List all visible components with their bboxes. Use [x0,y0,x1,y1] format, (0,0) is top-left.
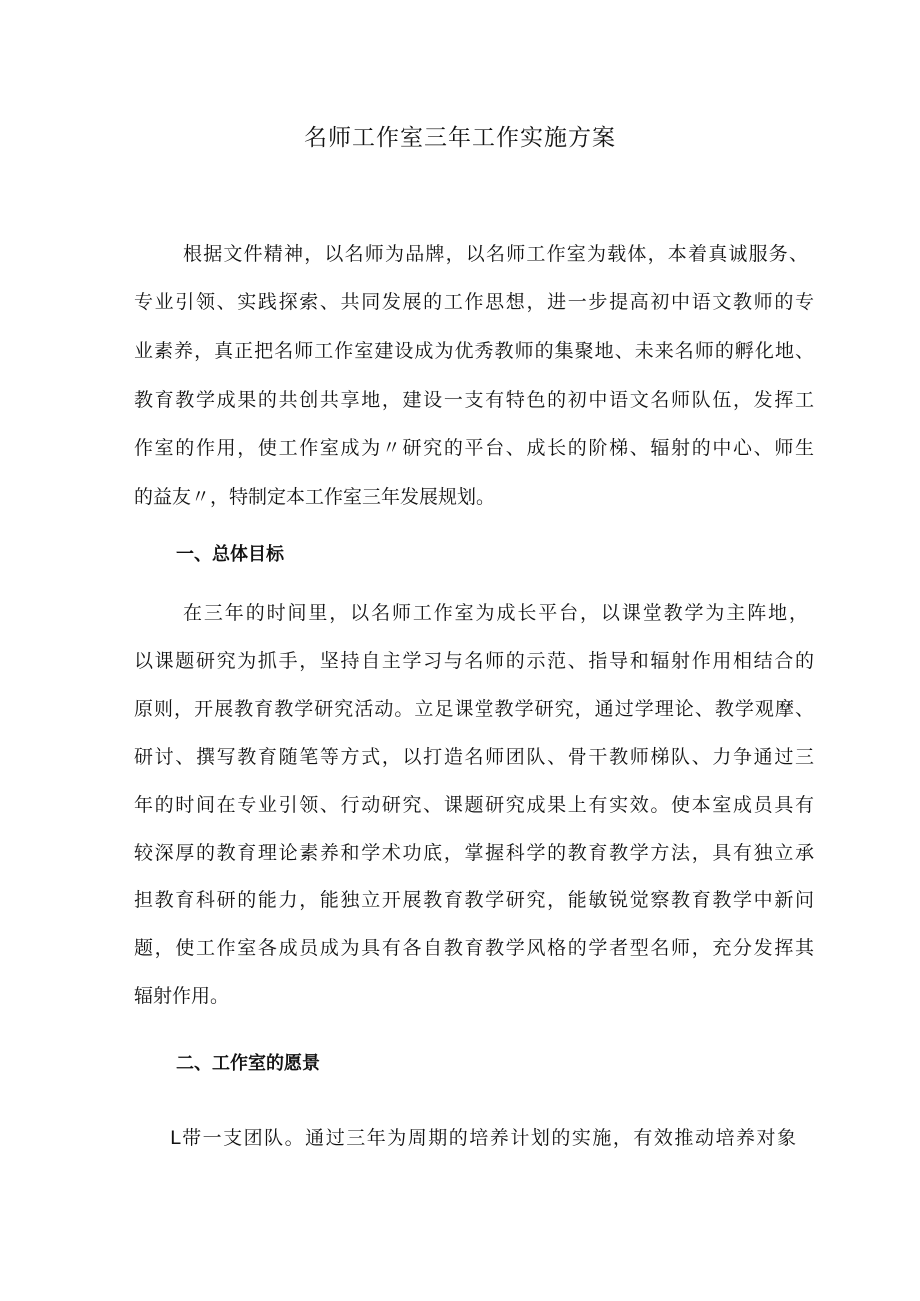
intro-line-1: 根据文件精神，以名师为品牌，以名师工作室为载体，本着真诚服务、 [183,243,808,265]
intro-line-4: 教育教学成果的共创共享地，建设一支有特色的初中语文名师队伍，发挥工 [134,389,814,411]
section-1-line-8: 题，使工作室各成员成为具有各自教育教学风格的学者型名师，充分发挥其 [134,937,814,959]
intro-line-5: 作室的作用，使工作室成为〃研究的平台、成长的阶梯、辐射的中心、师生 [134,437,814,459]
section-1-heading: 一、总体目标 [176,544,284,565]
section-1-line-1: 在三年的时间里，以名师工作室为成长平台，以课堂教学为主阵地， [183,602,808,624]
section-1-line-7: 担教育科研的能力，能独立开展教育教学研究，能敏锐觉察教育教学中新问 [134,889,814,911]
section-1-line-9: 辐射作用。 [134,985,230,1007]
intro-line-2: 专业引领、实践探索、共同发展的工作思想，进一步提高初中语文教师的专 [134,291,814,313]
intro-line-3: 业素养，真正把名师工作室建设成为优秀教师的集聚地、未来名师的孵化地、 [134,340,814,362]
document-title: 名师工作室三年工作实施方案 [304,125,616,151]
section-1-line-5: 年的时间在专业引领、行动研究、课题研究成果上有实效。使本室成员具有 [134,794,814,816]
section-2-line-1: L带一支团队。通过三年为周期的培养计划的实施，有效推动培养对象 [170,1127,796,1149]
section-1-line-6: 较深厚的教育理论素养和学术功底，掌握科学的教育教学方法，具有独立承 [134,842,814,864]
section-1-line-3: 原则，开展教育教学研究活动。立足课堂教学研究，通过学理论、教学观摩、 [134,698,814,720]
section-1-line-2: 以课题研究为抓手，坚持自主学习与名师的示范、指导和辐射作用相结合的 [134,650,814,672]
intro-line-6: 的益友〃，特制定本工作室三年发展规划。 [134,486,496,508]
section-1-line-4: 研讨、撰写教育随笔等方式，以打造名师团队、骨干教师梯队、力争通过三 [134,746,814,768]
section-2-heading: 二、工作室的愿景 [176,1053,320,1074]
